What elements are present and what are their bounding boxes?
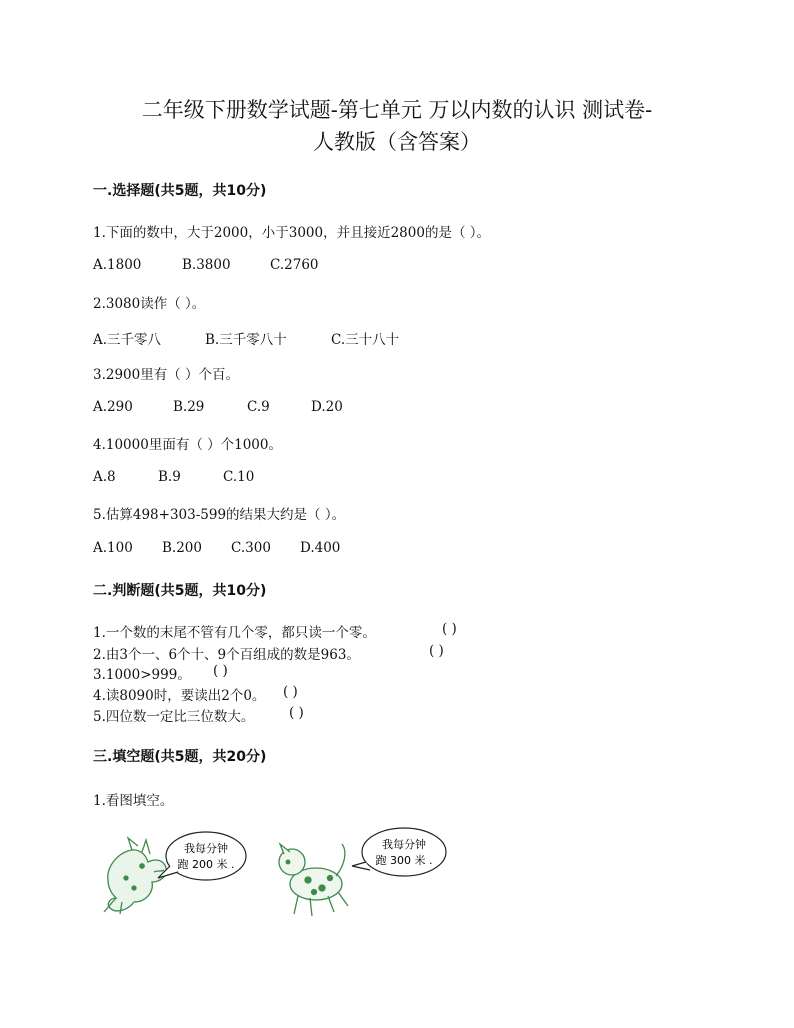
bubble-2-line-1: 我每分钟 [382,838,426,851]
option-b: B.29 [173,399,205,415]
option-a: A.290 [93,399,133,415]
tf-statement: 5.四位数一定比三位数大。 [93,709,255,725]
tf-statement: 3.1000>999。 [93,667,191,683]
option-b: B.9 [158,469,181,485]
title-line-1: 二年级下册数学试题-第七单元 万以内数的认识 测试卷- [141,98,653,122]
title-line-2: 人教版（含答案） [313,130,481,154]
option-c: C.10 [223,469,255,485]
tf-item-5 [93,705,304,725]
tf-statement: 2.由3个一、6个十、9个百组成的数是963。 [93,647,360,663]
option-c: C.三十八十 [331,332,400,348]
bubble-1-line-1: 我每分钟 [184,842,228,855]
option-c: C.9 [247,399,270,415]
answer-blank: ( ) [283,684,298,700]
option-b: B.三千零八十 [205,332,287,348]
option-d: D.400 [300,540,341,556]
section-heading-true-false: 二.判断题(共5题，共10分) [93,583,267,599]
tf-item-3 [93,663,228,683]
tf-item-4 [93,684,298,704]
speech-bubble-2 [352,828,446,876]
answer-blank: ( ) [289,705,304,721]
tf-statement: 1.一个数的末尾不管有几个零，都只读一个零。 [93,625,376,641]
option-c: C.2760 [270,257,319,273]
option-d: D.20 [311,399,343,415]
option-a: A.三千零八 [93,332,162,348]
tf-statement: 4.读8090时，要读出2个0。 [93,688,266,704]
option-c: C.300 [231,540,271,556]
option-b: B.200 [162,540,202,556]
question-4: 4.10000里面有（ ）个1000。 [93,437,282,453]
illustration [98,822,458,922]
dragon-illustration [104,838,166,914]
question-3: 3.2900里有（ ）个百。 [93,367,240,383]
option-b: B.3800 [182,257,231,273]
speech-bubble-1 [158,832,246,880]
tf-item-2 [93,643,444,663]
option-a: A.8 [93,469,116,485]
answer-blank: ( ) [442,621,457,637]
option-a: A.100 [93,540,133,556]
option-a: A.1800 [93,257,142,273]
tf-item-1 [93,621,457,641]
bubble-2-line-2: 跑 300 米 . [375,854,433,867]
question-fill-1: 1.看图填空。 [93,793,174,809]
section-heading-choice: 一.选择题(共5题，共10分) [93,183,267,199]
answer-blank: ( ) [213,663,228,679]
question-2: 2.3080读作（ ）。 [93,296,206,312]
dog-illustration [279,844,348,916]
bubble-1-line-2: 跑 200 米 . [177,858,235,871]
answer-blank: ( ) [429,643,444,659]
page-title [60,94,734,158]
section-heading-fill-blank: 三.填空题(共5题，共20分) [93,749,267,765]
question-5: 5.估算498+303-599的结果大约是（ ）。 [93,507,346,523]
question-1: 1.下面的数中，大于2000，小于3000，并且接近2800的是（ ）。 [93,225,490,241]
